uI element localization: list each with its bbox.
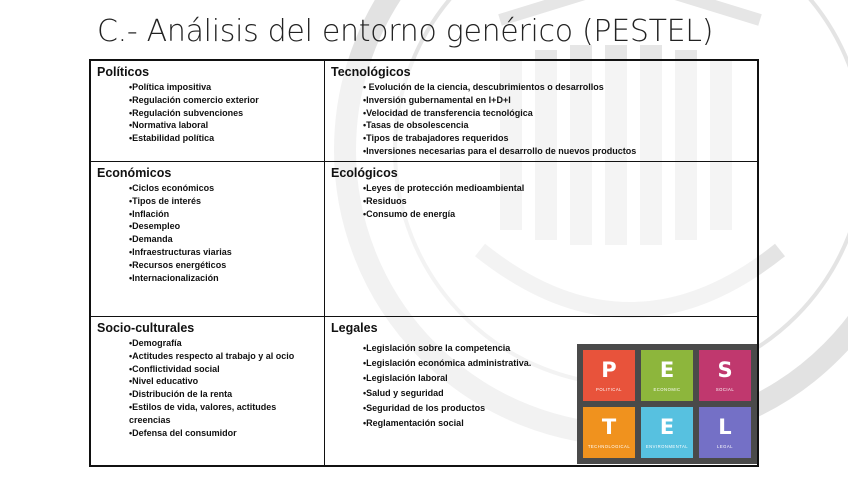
cell-ecologicos bbox=[325, 162, 757, 317]
tile-word: POLITICAL bbox=[596, 387, 622, 392]
cell-title-economicos: Económicos bbox=[97, 166, 172, 180]
list-item: • Legislación sobre la competencia bbox=[363, 341, 751, 356]
list-item: • Salud y seguridad bbox=[363, 386, 751, 401]
list-item: • Inversión gubernamental en I+D+I bbox=[363, 94, 751, 107]
tile-letter: L bbox=[718, 415, 732, 439]
list-item: • Recursos energéticos bbox=[129, 259, 318, 272]
cell-title-tecnologicos: Tecnológicos bbox=[331, 65, 411, 79]
cell-politicos bbox=[91, 61, 325, 162]
pestel-graphic bbox=[577, 344, 757, 464]
list-item: • Tipos de interés bbox=[129, 195, 318, 208]
tile-letter: E bbox=[659, 415, 675, 439]
list-item: • Desempleo bbox=[129, 220, 318, 233]
pestel-tile-legal bbox=[699, 407, 751, 458]
tile-letter: P bbox=[601, 358, 617, 382]
list-item: • Regulación comercio exterior bbox=[129, 94, 318, 107]
cell-title-ecologicos: Ecológicos bbox=[331, 166, 398, 180]
list-item: • Distribución de la renta bbox=[129, 388, 314, 401]
slide-title: C.- Análisis del entorno genérico (PESTEL) bbox=[97, 14, 714, 49]
cell-title-legales: Legales bbox=[331, 321, 378, 335]
list-item: • Nivel educativo bbox=[129, 375, 314, 388]
cell-title-politicos: Políticos bbox=[97, 65, 150, 79]
list-tecnologicos bbox=[331, 81, 751, 158]
tile-letter: S bbox=[717, 358, 733, 382]
list-item: • Infraestructuras viarias bbox=[129, 246, 318, 259]
pestel-tile-economic bbox=[641, 350, 693, 401]
list-item: • Demografía bbox=[129, 337, 314, 350]
list-item: • Consumo de energía bbox=[363, 208, 751, 221]
list-item: • Inflación bbox=[129, 208, 318, 221]
tile-letter: T bbox=[601, 415, 617, 439]
tile-word: SOCIAL bbox=[715, 387, 735, 392]
list-item: • Tipos de trabajadores requeridos bbox=[363, 132, 751, 145]
cell-socioculturales bbox=[91, 317, 325, 465]
tile-word: TECHNOLOGICAL bbox=[587, 444, 631, 449]
cell-economicos bbox=[91, 162, 325, 317]
list-item: • Tasas de obsolescencia bbox=[363, 119, 751, 132]
list-item: • Legislación laboral bbox=[363, 371, 751, 386]
list-ecologicos bbox=[331, 182, 751, 220]
tile-word: LEGAL bbox=[716, 444, 733, 449]
pestel-tile-social bbox=[699, 350, 751, 401]
list-item: • Inversiones necesarias para el desarrollo de nuevos productos bbox=[363, 145, 751, 158]
tile-word: ECONOMIC bbox=[653, 387, 681, 392]
list-item: • Residuos bbox=[363, 195, 751, 208]
list-politicos bbox=[97, 81, 318, 145]
list-item: • Ciclos económicos bbox=[129, 182, 318, 195]
list-item: • Seguridad de los productos bbox=[363, 401, 751, 416]
list-item: • Estabilidad política bbox=[129, 132, 318, 145]
tile-word: ENVIRONMENTAL bbox=[645, 444, 689, 449]
tile-letter: E bbox=[659, 358, 675, 382]
list-item: • Defensa del consumidor bbox=[129, 427, 314, 440]
pestel-tile-environmental bbox=[641, 407, 693, 458]
list-item: • Regulación subvenciones bbox=[129, 107, 318, 120]
cell-tecnologicos bbox=[325, 61, 757, 162]
list-item: • Leyes de protección medioambiental bbox=[363, 182, 751, 195]
list-item: • Evolución de la ciencia, descubrimientos o desarrollos bbox=[363, 81, 751, 94]
list-item: • Demanda bbox=[129, 233, 318, 246]
pestel-tile-technological bbox=[583, 407, 635, 458]
list-economicos bbox=[97, 182, 318, 284]
list-item: • Política impositiva bbox=[129, 81, 318, 94]
list-item: • Legislación económica administrativa. bbox=[363, 356, 751, 371]
list-item: • Estilos de vida, valores, actitudes creencias bbox=[129, 401, 289, 427]
pestel-tile-political bbox=[583, 350, 635, 401]
list-item: • Internacionalización bbox=[129, 272, 318, 285]
list-item: • Conflictividad social bbox=[129, 363, 314, 376]
list-socioculturales bbox=[97, 337, 318, 439]
list-item: • Actitudes respecto al trabajo y al ocio bbox=[129, 350, 314, 363]
cell-title-socioculturales: Socio-culturales bbox=[97, 321, 195, 335]
list-item: • Velocidad de transferencia tecnológica bbox=[363, 107, 751, 120]
list-item: • Normativa laboral bbox=[129, 119, 318, 132]
list-item: • Reglamentación social bbox=[363, 416, 751, 431]
